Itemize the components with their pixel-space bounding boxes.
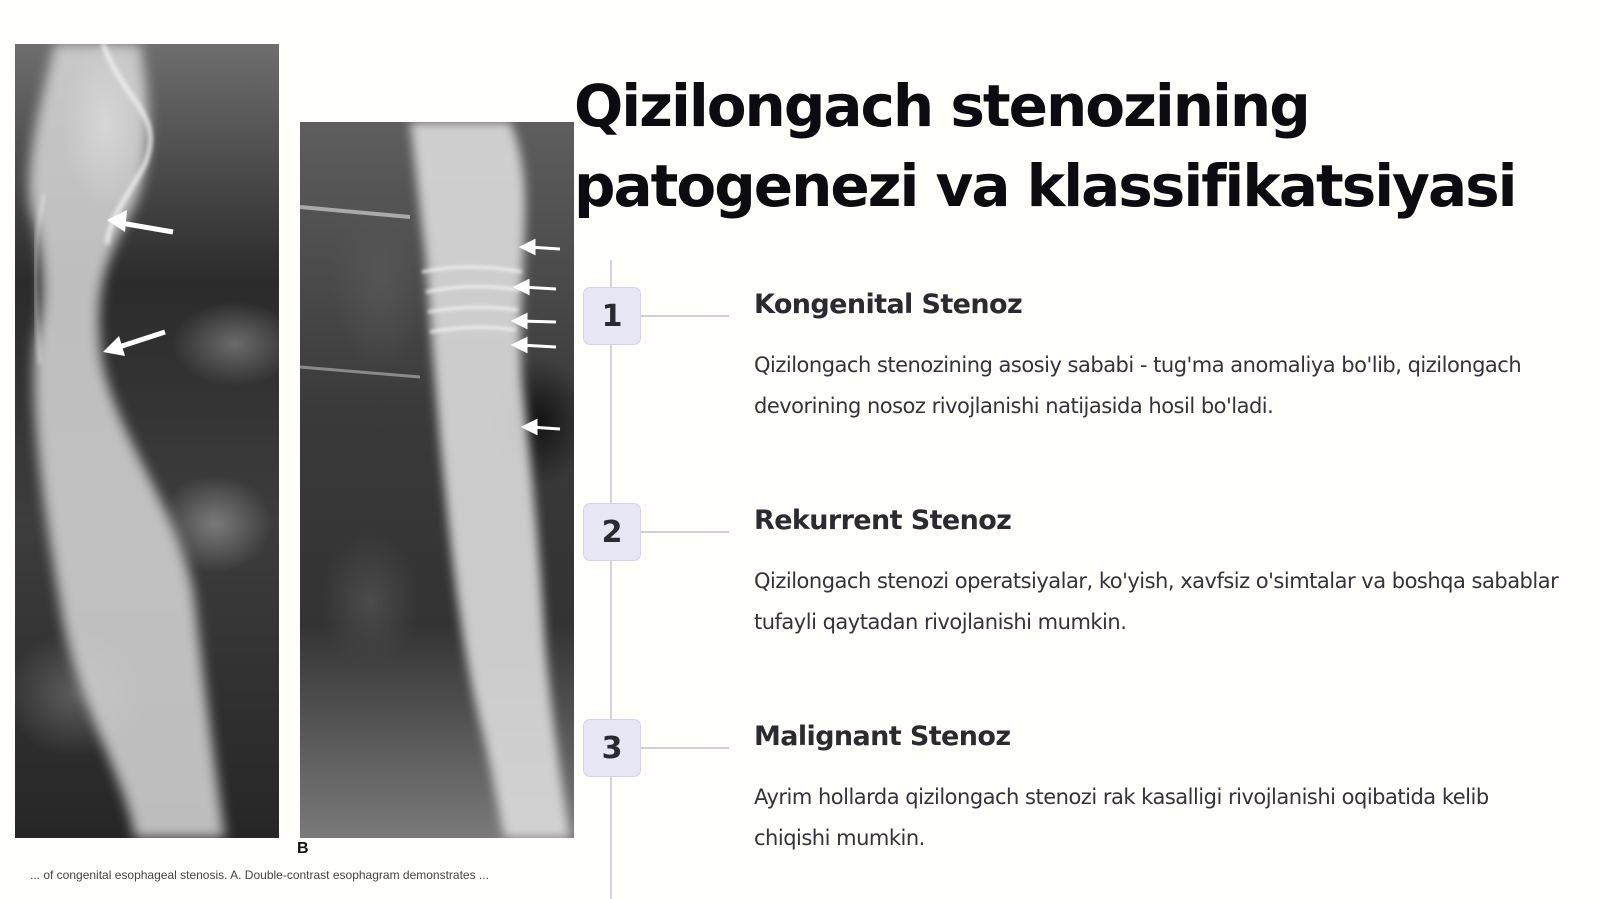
xray-image-b	[300, 122, 574, 838]
xray-arrow	[524, 421, 560, 433]
xray-arrow	[516, 281, 556, 293]
step-number-badge: 1	[583, 287, 641, 345]
xray-a-graphic	[15, 44, 279, 838]
step-connector	[641, 747, 729, 749]
step-connector	[641, 531, 729, 533]
xray-arrow	[522, 241, 560, 253]
figure-caption: ... of congenital esophageal stenosis. A. Double-contrast esophagram demonstrates ...	[30, 868, 489, 882]
xray-b-graphic	[300, 122, 574, 838]
xray-arrow	[514, 339, 556, 351]
step-title: Kongenital Stenoz	[754, 289, 1023, 320]
step-number-badge: 3	[583, 719, 641, 777]
step-connector	[641, 315, 729, 317]
step-title: Malignant Stenoz	[754, 721, 1011, 752]
step-description: Qizilongach stenozi operatsiyalar, ko'yish, xavfsiz o'simtalar va boshqa sabablar tufayli qaytadan rivojlanishi mumkin.	[754, 569, 1559, 634]
xray-arrow	[514, 315, 556, 327]
timeline-step-rekurrent	[583, 503, 1583, 683]
figure-label: B	[297, 840, 309, 857]
step-description: Qizilongach stenozining asosiy sababi - tug'ma anomaliya bo'lib, qizilongach devorining nosoz rivojlanishi natijasida hosil bo'ladi.	[754, 353, 1522, 418]
slide-title: Qizilongach stenozining patogenezi va klassifikatsiyasi	[574, 72, 1516, 220]
timeline-step-kongenital	[583, 287, 1583, 467]
xray-arrow	[103, 332, 165, 356]
step-description: Ayrim hollarda qizilongach stenozi rak kasalligi rivojlanishi oqibatida kelib chiqishi mumkin.	[754, 785, 1489, 850]
step-title: Rekurrent Stenoz	[754, 505, 1012, 536]
xray-image-a	[15, 44, 279, 838]
step-number-badge: 2	[583, 503, 641, 561]
timeline-step-malignant	[583, 719, 1583, 899]
